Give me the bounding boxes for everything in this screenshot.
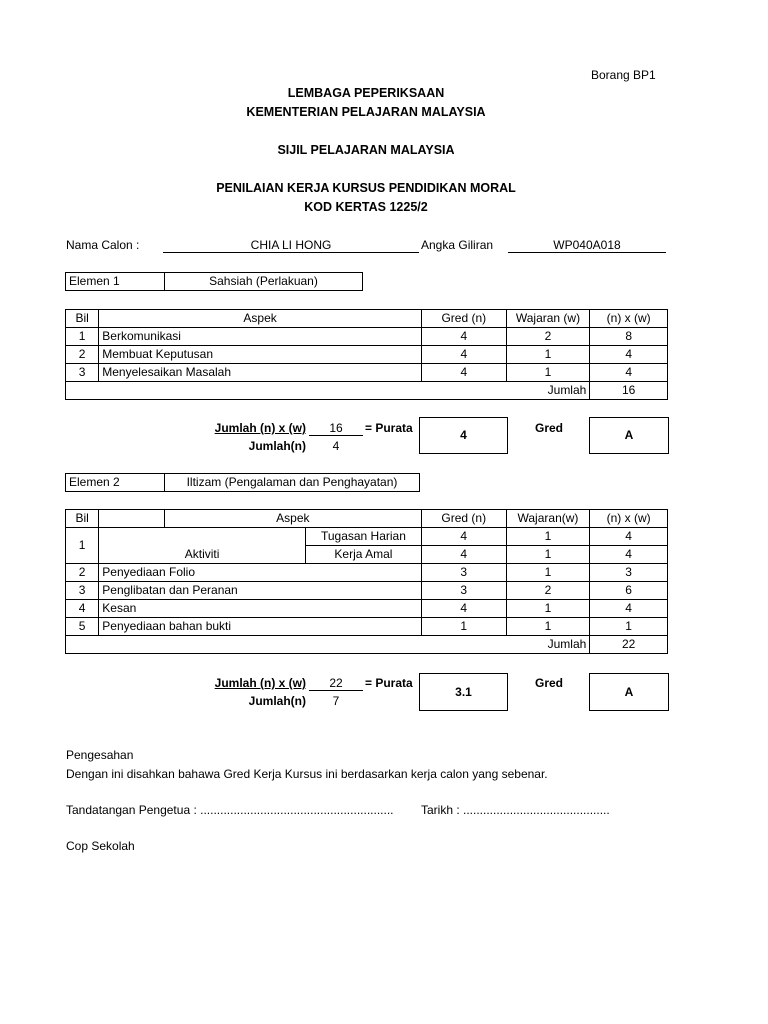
- element1-average-box: 4: [419, 417, 508, 454]
- element2-denominator-value: 7: [332, 694, 340, 708]
- total-value: 16: [590, 382, 668, 400]
- row-product: 3: [590, 564, 668, 582]
- element1-grade-box: A: [589, 417, 669, 454]
- table-header-row: [66, 510, 668, 528]
- row-aspek: Penyediaan Folio: [99, 564, 422, 582]
- column-header: Aspek: [164, 510, 421, 528]
- row-gred: 3: [421, 564, 506, 582]
- row-product: 4: [590, 600, 668, 618]
- element1-numerator-label: Jumlah (n) x (w): [214, 421, 306, 435]
- row-wajaran: 2: [506, 328, 590, 346]
- row-product: 4: [590, 346, 668, 364]
- total-value: 22: [590, 636, 668, 654]
- row-aspek: Penglibatan dan Peranan: [99, 582, 422, 600]
- row-aspek: Membuat Keputusan: [99, 346, 422, 364]
- element1-numerator-value: 16: [309, 421, 363, 436]
- row-subaspek: Tugasan Harian: [305, 528, 421, 546]
- element2-table: [65, 509, 668, 654]
- total-row: [66, 636, 668, 654]
- row-wajaran: 1: [506, 364, 590, 382]
- element1-table: [65, 309, 668, 400]
- row-bil: 1: [66, 528, 99, 564]
- row-gred: 4: [421, 346, 506, 364]
- column-header: Wajaran(w): [506, 510, 590, 528]
- element1-title: Sahsiah (Perlakuan): [165, 273, 363, 291]
- row-gred: 4: [421, 600, 506, 618]
- header-line-5: KOD KERTAS 1225/2: [304, 200, 428, 214]
- row-bil: 3: [66, 364, 99, 382]
- form-code: Borang BP1: [591, 68, 656, 82]
- column-header: Wajaran (w): [506, 310, 590, 328]
- row-gred: 1: [421, 618, 506, 636]
- element1-header: [65, 272, 363, 291]
- row-wajaran: 1: [506, 618, 590, 636]
- row-aspek: Menyelesaikan Masalah: [99, 364, 422, 382]
- table-row: [66, 364, 668, 382]
- total-label: Jumlah: [66, 636, 590, 654]
- element1-equals-label: = Purata: [365, 421, 413, 435]
- principal-signature-field: Tandatangan Pengetua : ..........................................................: [66, 803, 394, 817]
- candidate-index-label: Angka Giliran: [421, 238, 494, 252]
- table-row: [66, 618, 668, 636]
- row-gred: 4: [421, 364, 506, 382]
- row-aspek: Penyediaan bahan bukti: [99, 618, 422, 636]
- table-header-row: [66, 310, 668, 328]
- row-wajaran: 1: [506, 528, 590, 546]
- confirmation-text: Dengan ini disahkan bahawa Gred Kerja Kursus ini berdasarkan kerja calon yang sebenar.: [66, 767, 548, 781]
- row-bil: 3: [66, 582, 99, 600]
- table-row: [66, 582, 668, 600]
- element2-label: Elemen 2: [66, 474, 165, 492]
- school-stamp-label: Cop Sekolah: [66, 839, 135, 853]
- column-header: Bil: [66, 310, 99, 328]
- row-bil: 5: [66, 618, 99, 636]
- row-wajaran: 1: [506, 600, 590, 618]
- element2-title: Iltizam (Pengalaman dan Penghayatan): [165, 474, 420, 492]
- row-product: 4: [590, 364, 668, 382]
- row-bil: 1: [66, 328, 99, 346]
- element2-grade-box: A: [589, 673, 669, 711]
- candidate-name-value: CHIA LI HONG: [163, 238, 419, 253]
- row-bil: 4: [66, 600, 99, 618]
- element2-numerator-label: Jumlah (n) x (w): [214, 676, 306, 690]
- row-bil: 2: [66, 346, 99, 364]
- element2-grade-label: Gred: [535, 676, 564, 690]
- column-header: (n) x (w): [590, 510, 668, 528]
- table-row: [66, 600, 668, 618]
- header-line-3: SIJIL PELAJARAN MALAYSIA: [277, 143, 455, 157]
- table-row: [66, 564, 668, 582]
- row-wajaran: 2: [506, 582, 590, 600]
- activity-label: Aktiviti: [99, 528, 306, 564]
- row-wajaran: 1: [506, 564, 590, 582]
- row-gred: 3: [421, 582, 506, 600]
- total-row: [66, 382, 668, 400]
- element1-denominator-label: Jumlah(n): [248, 439, 306, 453]
- row-product: 6: [590, 582, 668, 600]
- row-subaspek: Kerja Amal: [305, 546, 421, 564]
- element2-denominator-label: Jumlah(n): [248, 694, 306, 708]
- header-line-2: KEMENTERIAN PELAJARAN MALAYSIA: [246, 105, 486, 119]
- element2-numerator-value: 22: [309, 676, 363, 691]
- element2-average-box: 3.1: [419, 673, 508, 711]
- row-wajaran: 1: [506, 346, 590, 364]
- row-gred: 4: [421, 328, 506, 346]
- row-product: 4: [590, 528, 668, 546]
- candidate-index-value: WP040A018: [508, 238, 666, 253]
- column-header: (n) x (w): [590, 310, 668, 328]
- confirmation-title: Pengesahan: [66, 748, 134, 762]
- element1-grade-label: Gred: [535, 421, 564, 435]
- table-row: [66, 346, 668, 364]
- column-header: Gred (n): [421, 510, 506, 528]
- element2-equals-label: = Purata: [365, 676, 413, 690]
- row-product: 4: [590, 546, 668, 564]
- column-header-spacer: [99, 510, 165, 528]
- row-bil: 2: [66, 564, 99, 582]
- row-product: 1: [590, 618, 668, 636]
- column-header: Bil: [66, 510, 99, 528]
- candidate-name-label: Nama Calon :: [66, 238, 140, 252]
- row-aspek: Berkomunikasi: [99, 328, 422, 346]
- element2-header: [65, 473, 420, 492]
- table-row: [66, 528, 668, 546]
- header-line-4: PENILAIAN KERJA KURSUS PENDIDIKAN MORAL: [216, 181, 516, 195]
- header-line-1: LEMBAGA PEPERIKSAAN: [287, 86, 445, 100]
- row-product: 8: [590, 328, 668, 346]
- date-field: Tarikh : ............................................: [421, 803, 610, 817]
- column-header: Gred (n): [421, 310, 506, 328]
- element1-denominator-value: 4: [332, 439, 340, 453]
- table-row: [66, 328, 668, 346]
- row-aspek: Kesan: [99, 600, 422, 618]
- row-gred: 4: [421, 546, 506, 564]
- row-gred: 4: [421, 528, 506, 546]
- column-header: Aspek: [99, 310, 422, 328]
- element1-label: Elemen 1: [66, 273, 165, 291]
- total-label: Jumlah: [66, 382, 590, 400]
- row-wajaran: 1: [506, 546, 590, 564]
